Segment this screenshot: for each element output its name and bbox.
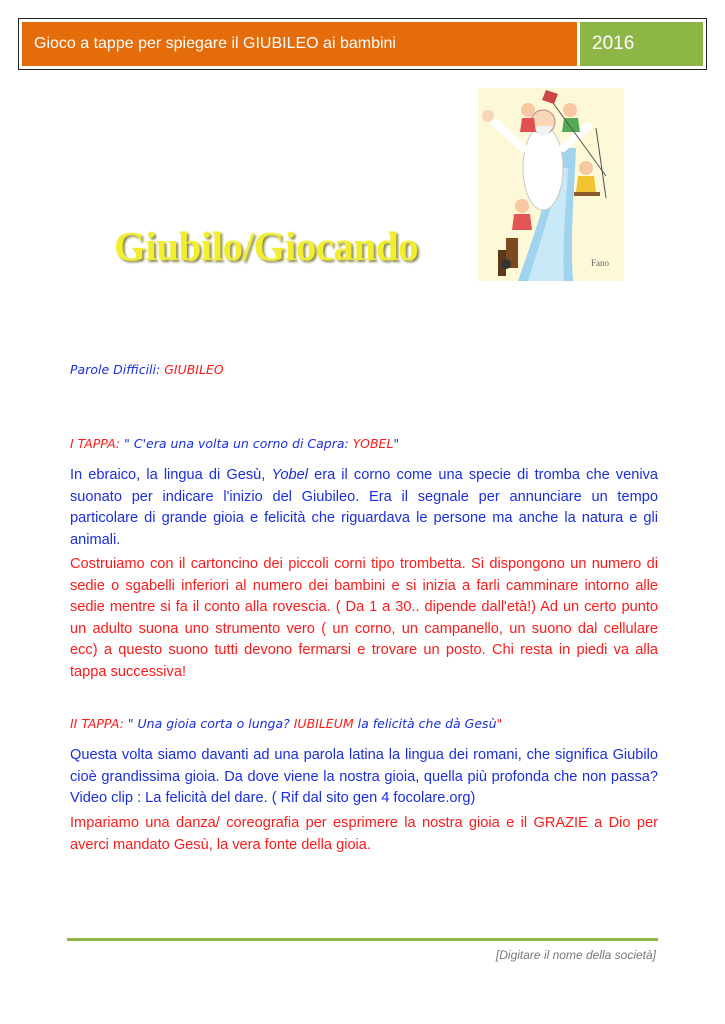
tappa2-rest: la felicità che dà Gesù: [353, 716, 497, 731]
tappa1-paragraph1: [70, 465, 658, 551]
tappa1-paragraph2: Costruiamo con il cartoncino dei piccoli corni tipo trombetta. Si dispongono un numero di sedie o sgabelli inferiori al numero dei bambini e si inizia a farli camminare intorno alle sedie mentre si fa il conto alla rovescia. ( Da 1 a 30.. dipende dall'età!) Ad un certo punto un adulto suona uno strumento vero ( un corno, un campanello, un suono dal cellulare ecc) a questo suono tutti devono fermarsi e trovare un posto. Chi resta in piedi va alla tappa successiva!: [70, 556, 658, 680]
tappa2-paragraph2: Impariamo una danza/ coreografia per esprimere la nostra gioia e il GRAZIE a Dio per averci mandato Gesù, la vera fonte della gioia.: [70, 815, 658, 853]
difficult-words-line: [70, 362, 224, 377]
difficult-words-word: GIUBILEO: [164, 362, 224, 377]
main-title: Giubilo/Giocando: [114, 223, 419, 269]
tappa2-quote: " Una gioia corta o lunga?: [127, 716, 294, 731]
footer-company-placeholder: [Digitare il nome della società]: [495, 948, 656, 962]
tappa1-prefix: I TAPPA:: [70, 436, 125, 451]
difficult-words-label: Parole Difficili:: [70, 362, 165, 377]
tappa1-para1-a: In ebraico, la lingua di Gesù,: [70, 467, 272, 483]
page-header: [18, 18, 707, 70]
tappa1-heading: [70, 436, 399, 451]
tappa1-keyword: YOBEL: [352, 436, 394, 451]
footer-divider: [67, 938, 658, 941]
header-year: 2016: [580, 22, 703, 66]
jubilee-illustration-drawing: [478, 88, 624, 281]
tappa2-end: ": [496, 716, 503, 731]
tappa2-prefix: II TAPPA:: [70, 716, 128, 731]
tappa1-quote: " C'era una volta un corno di Capra:: [124, 436, 353, 451]
tappa2-heading: [70, 716, 502, 731]
tappa1-para1-b: era il corno come una specie di tromba che veniva suonato per indicare l'inizio del Giubileo. Era il segnale per annunciare un tempo particolare di grande gioia e felicità che riguardava le persone ma anche la natura e gli animali.: [70, 467, 658, 548]
jubilee-illustration: [478, 88, 624, 281]
tappa2-keyword: IUBILEUM: [293, 716, 354, 731]
illustration-signature: Fano: [591, 258, 609, 268]
tappa1-para1-italic: Yobel: [271, 467, 308, 483]
tappa2-paragraph1: Questa volta siamo davanti ad una parola latina la lingua dei romani, che significa Giubilo cioè grandissima gioia. Da dove viene la nostra gioia, quella più profonda che non passa? Video clip : La felicità del dare. ( Rif dal sito gen 4 focolare.org): [70, 747, 658, 806]
tappa1-end: ": [393, 436, 400, 451]
header-title: Gioco a tappe per spiegare il GIUBILEO ai bambini: [22, 22, 577, 66]
